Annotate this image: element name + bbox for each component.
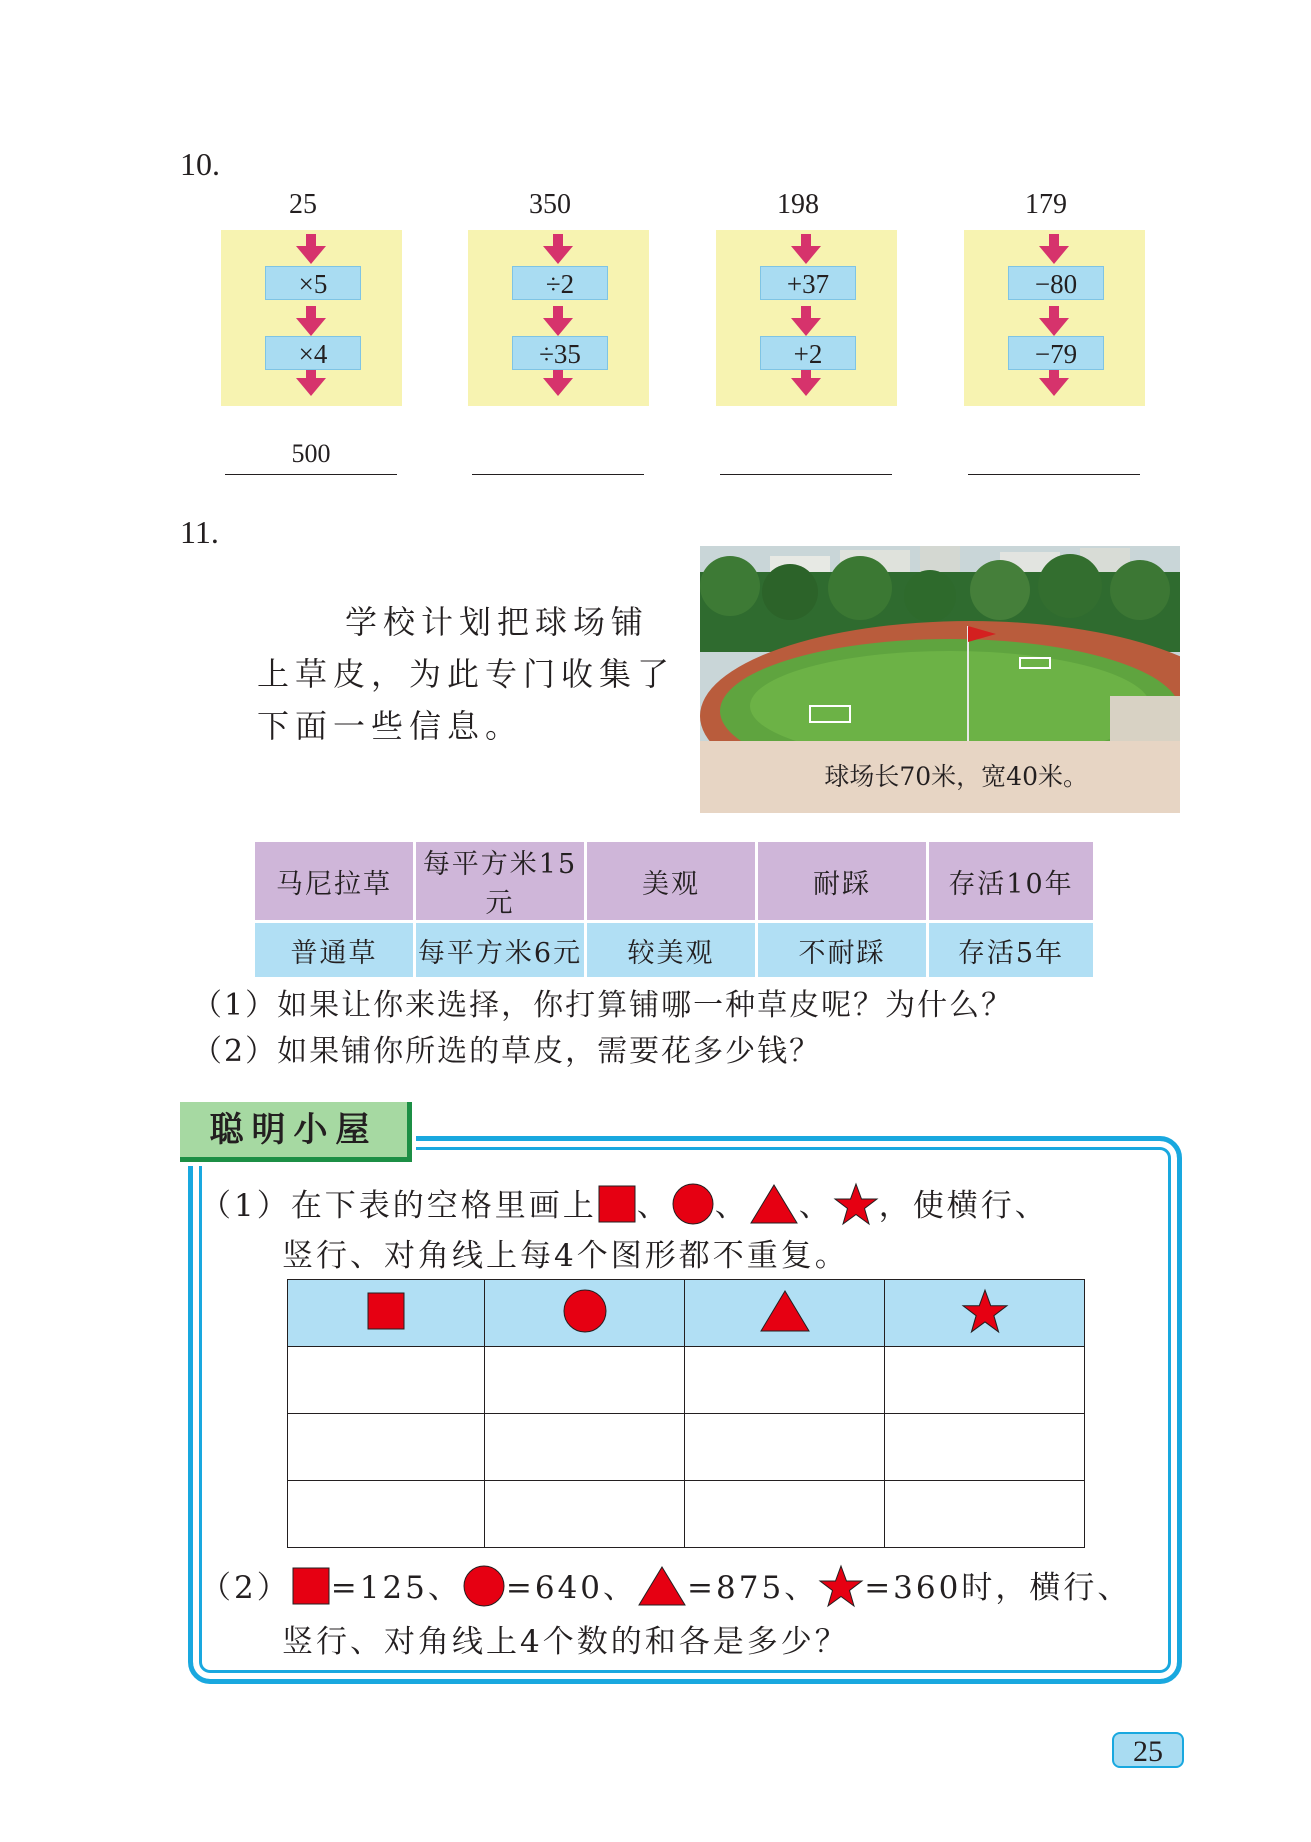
square-icon (291, 1566, 331, 1614)
photo-caption: 球场长70米，宽40米。 (700, 741, 1180, 813)
flow-box (468, 230, 649, 406)
circle-icon (462, 1564, 506, 1616)
table-cell: 每平方米6元 (416, 923, 584, 977)
down-arrow-icon (543, 234, 573, 264)
circle-icon (562, 1319, 608, 1338)
star-icon (818, 1564, 864, 1616)
triangle-icon (637, 1565, 687, 1615)
separator: 、 (636, 1188, 671, 1224)
down-arrow-icon (296, 234, 326, 264)
table-cell: 存活10年 (929, 842, 1093, 923)
question-1: （1）如果让你来选择，你打算铺哪一种草皮呢？为什么？ (192, 988, 1014, 1023)
table-cell: 每平方米15元 (416, 842, 584, 923)
flow-chain (468, 188, 632, 369)
operation-box: ÷35 (512, 336, 608, 370)
clever-house-title: 聪明小屋 (180, 1102, 412, 1162)
page-number: 25 (1112, 1732, 1184, 1768)
table-cell: 存活5年 (929, 923, 1093, 977)
down-arrow-icon (791, 306, 821, 336)
clever-q2-line2: 竖行、对角线上4个数的和各是多少？ (282, 1624, 849, 1660)
table-cell: 较美观 (587, 923, 755, 977)
table-row (288, 1280, 1085, 1347)
table-row (255, 842, 1093, 923)
down-arrow-icon (1039, 306, 1069, 336)
clever-house-title-block (176, 1102, 416, 1166)
operation-box: −79 (1008, 336, 1104, 370)
table-row (288, 1414, 1085, 1481)
circle-value: =640、 (505, 1570, 638, 1606)
table-cell (685, 1280, 885, 1347)
table-row (255, 923, 1093, 977)
empty-cell[interactable] (485, 1481, 685, 1548)
empty-cell[interactable] (288, 1347, 485, 1414)
table-cell: 马尼拉草 (255, 842, 413, 923)
empty-cell[interactable] (885, 1414, 1085, 1481)
down-arrow-icon (296, 306, 326, 336)
flow-box (964, 230, 1145, 406)
problem-11-story (257, 596, 677, 752)
square-icon (597, 1184, 637, 1232)
flow-start-number: 25 (289, 189, 317, 220)
clever-q1-line2: 竖行、对角线上每4个图形都不重复。 (282, 1238, 849, 1274)
operation-box: ×5 (265, 266, 361, 300)
empty-cell[interactable] (885, 1347, 1085, 1414)
down-arrow-icon (1039, 234, 1069, 264)
operation-box: +37 (760, 266, 856, 300)
table-cell (885, 1280, 1085, 1347)
star-icon (833, 1182, 879, 1234)
answer-blank[interactable]: 500 (225, 440, 397, 475)
answer-blank[interactable] (472, 440, 644, 475)
triangle-icon (749, 1183, 799, 1233)
story-line: 上草皮，为此专门收集了 (257, 655, 676, 693)
flow-box (221, 230, 402, 406)
separator: 、 (798, 1188, 833, 1224)
table-cell: 美观 (587, 842, 755, 923)
clever-q2-prefix: （2） (200, 1570, 291, 1606)
empty-cell[interactable] (485, 1347, 685, 1414)
clever-q1-line1 (200, 1180, 1049, 1234)
answer-blank[interactable] (968, 440, 1140, 475)
separator: 、 (714, 1188, 749, 1224)
circle-icon (671, 1182, 715, 1234)
table-cell: 耐踩 (758, 842, 926, 923)
question-2: （2）如果铺你所选的草皮，需要花多少钱？ (192, 1034, 822, 1069)
empty-cell[interactable] (885, 1481, 1085, 1548)
story-line: 学校计划把球场铺 (345, 603, 650, 641)
shape-grid-table (287, 1279, 1085, 1548)
flow-start-number: 179 (1025, 189, 1067, 220)
star-value: =360时，横行、 (864, 1570, 1132, 1606)
empty-cell[interactable] (685, 1414, 885, 1481)
flow-start-number: 350 (529, 189, 571, 220)
flow-box (716, 230, 897, 406)
empty-cell[interactable] (288, 1481, 485, 1548)
answer-blank[interactable] (720, 440, 892, 475)
operation-box: −80 (1008, 266, 1104, 300)
empty-cell[interactable] (288, 1414, 485, 1481)
empty-cell[interactable] (685, 1481, 885, 1548)
flow-start-number: 198 (777, 189, 819, 220)
clever-q1-prefix: （1）在下表的空格里画上 (200, 1188, 597, 1224)
clever-q1-suffix: ，使横行、 (878, 1188, 1049, 1224)
table-cell (288, 1280, 485, 1347)
story-line: 下面一些信息。 (257, 707, 524, 745)
table-row (288, 1347, 1085, 1414)
triangle-icon (759, 1318, 811, 1337)
square-icon (366, 1316, 406, 1335)
down-arrow-icon (791, 234, 821, 264)
down-arrow-icon (543, 306, 573, 336)
table-cell (485, 1280, 685, 1347)
flow-chain (221, 188, 385, 369)
star-icon (961, 1319, 1009, 1338)
square-value: =125、 (330, 1570, 462, 1606)
soccer-field-photo (700, 546, 1180, 813)
operation-box: ×4 (265, 336, 361, 370)
flow-chain (964, 188, 1128, 369)
operation-box: ÷2 (512, 266, 608, 300)
problem-11-number: 11. (180, 514, 219, 550)
flow-chain (716, 188, 880, 369)
grass-comparison-table (252, 842, 1096, 977)
empty-cell[interactable] (485, 1414, 685, 1481)
table-row (288, 1481, 1085, 1548)
table-cell: 普通草 (255, 923, 413, 977)
problem-10-number: 10. (180, 146, 220, 182)
operation-box: +2 (760, 336, 856, 370)
empty-cell[interactable] (685, 1347, 885, 1414)
triangle-value: =875、 (687, 1570, 819, 1606)
clever-q2-line1 (200, 1562, 1131, 1616)
table-cell: 不耐踩 (758, 923, 926, 977)
